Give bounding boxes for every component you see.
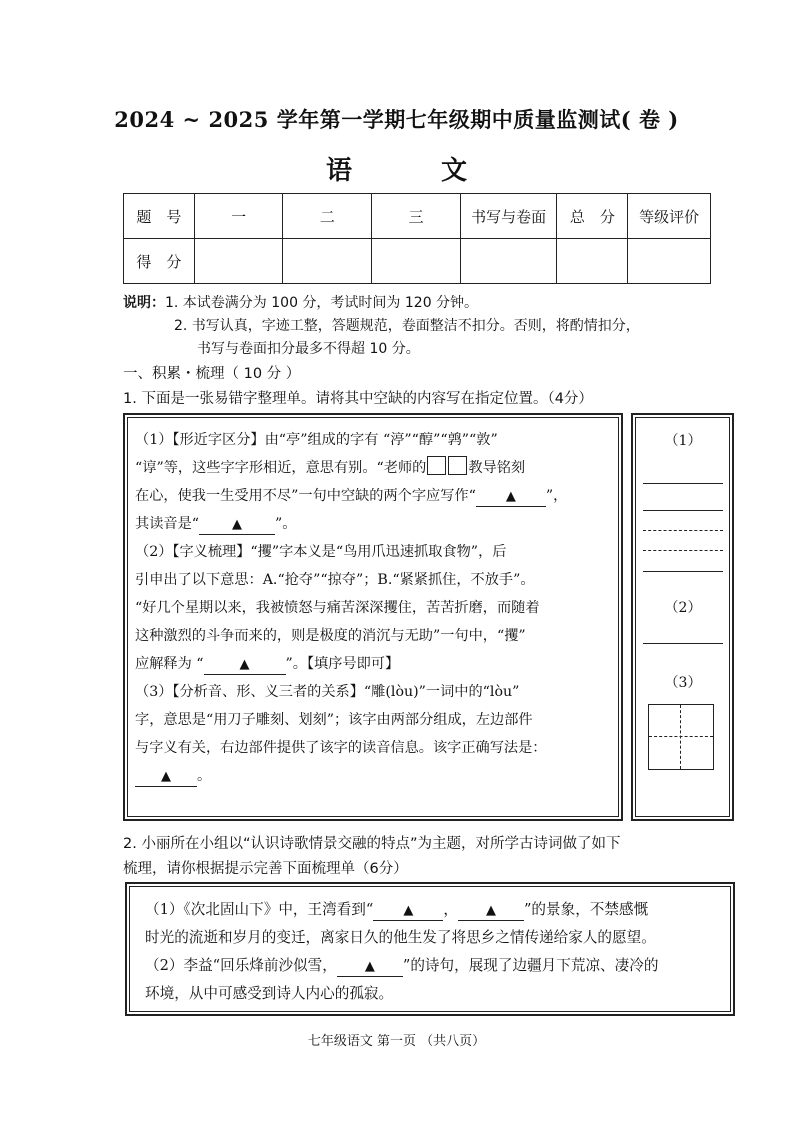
q1-p1-line-b-tail: 教导铭刻	[468, 460, 526, 476]
q1-p1-line-c-text: 在心，使我一生受用不尽”一句中空缺的两个字应写作“	[135, 488, 476, 504]
cell-grade: 等级评价	[628, 194, 711, 239]
q1-p3-line-d-tail: 。	[197, 768, 212, 784]
q1-p2-line-e-tail: ”。【填序号即可】	[285, 656, 400, 672]
blank-triangle-marker: ▲	[232, 517, 243, 532]
question-2-prompt-line-b: 梳理，请你根据提示完善下面梳理单（6分）	[123, 861, 408, 877]
q1-p1-line-b	[135, 454, 615, 482]
section-1-heading: 一、积累・梳理（ 10 分 ）	[123, 366, 301, 382]
q2-p1-comma: ，	[443, 901, 458, 918]
q2-p2-line-a-tail: ”的诗句，展现了边疆月下荒凉、凄冷的	[402, 957, 659, 974]
writing-grid-horizontal-guide	[649, 736, 713, 737]
blank-square-1[interactable]	[427, 456, 446, 475]
q1-p2-line-e	[135, 650, 615, 678]
answer-blank-3[interactable]	[204, 655, 286, 675]
q1-p3-line-d	[135, 762, 615, 790]
instructions-item-2b: 书写与卷面扣分最多不得超 10 分。	[197, 341, 420, 357]
score-table-score-row	[124, 239, 711, 284]
answer-blank-2[interactable]	[199, 515, 275, 535]
exam-title: 2024 ~ 2025 学年第一学期七年级期中质量监测试( 卷 )	[114, 107, 679, 132]
q1-p2-line-c: “好几个星期以来，我被愤怒与痛苦深深攫住，苦苦折磨，而随着	[135, 600, 540, 616]
answer-blank-6[interactable]	[458, 901, 524, 921]
q1-p1-line-c-tail: ”，	[545, 488, 568, 504]
q2-p2-line-a-text: （2）李益“回乐烽前沙似雪，	[145, 957, 337, 974]
instructions-item-1: 1. 本试卷满分为 100 分，考试时间为 120 分钟。	[165, 295, 479, 311]
answer-line-1b[interactable]	[643, 510, 723, 511]
q2-p2-line-a	[145, 952, 725, 980]
answer-blank-4[interactable]	[135, 767, 197, 787]
cell-handwriting: 书写与卷面	[460, 194, 557, 239]
cell-score-label: 得 分	[124, 239, 195, 284]
q2-p2-line-b: 环境，从中可感受到诗人内心的孤寂。	[145, 985, 394, 1002]
q1-p2-line-e-text: 应解释为 “	[135, 656, 204, 672]
blank-triangle-marker: ▲	[505, 489, 516, 504]
q2-p1-line-b: 时光的流逝和岁月的变迁，离家日久的他生发了将思乡之情传递给家人的愿望。	[145, 929, 656, 946]
score-grade[interactable]	[628, 239, 711, 284]
score-total[interactable]	[557, 239, 628, 284]
answer-dashed-2	[643, 550, 723, 551]
instructions-lead: 说明：	[123, 295, 165, 311]
answer-label-2: （2）	[664, 600, 702, 616]
cell-part-2: 二	[283, 194, 372, 239]
q2-p1-line-a-tail: ”的景象，不禁感慨	[523, 901, 649, 918]
cell-part-1: 一	[194, 194, 283, 239]
subject-title: 语 文	[325, 156, 508, 186]
answer-dashed-1	[643, 530, 723, 531]
q1-p1-line-d-tail: ”。	[275, 516, 297, 532]
q1-p2-line-a: （2）【字义梳理】“攫”字本义是“鸟用爪迅速抓取食物”，后	[135, 544, 507, 560]
q1-p1-line-a: （1）【形近字区分】由“亭”组成的字有 “渟”“醇”“鹑”“敦”	[135, 432, 498, 448]
question-1-prompt: 1. 下面是一张易错字整理单。请将其中空缺的内容写在指定位置。（4分）	[123, 391, 593, 407]
q1-p1-line-b-text: “谆”等，这些字字形相近，意思有别。“老师的	[135, 460, 427, 476]
answer-blank-1[interactable]	[476, 487, 546, 507]
cell-part-3: 三	[372, 194, 461, 239]
answer-label-3: （3）	[664, 675, 702, 691]
answer-line-2[interactable]	[643, 643, 723, 644]
answer-line-1a[interactable]	[643, 483, 723, 484]
score-part-3[interactable]	[372, 239, 461, 284]
q2-p1-line-a	[145, 896, 725, 924]
q1-p1-line-d-text: 其读音是“	[135, 516, 200, 532]
page-footer: 七年级语文 第一页 （共八页）	[307, 1034, 486, 1049]
blank-triangle-marker: ▲	[364, 959, 375, 974]
instructions-item-2a: 2. 书写认真，字迹工整，答题规范，卷面整洁不扣分。否则，将酌情扣分，	[174, 318, 640, 334]
q1-p1-line-c	[135, 482, 615, 510]
blank-triangle-marker: ▲	[239, 657, 250, 672]
q1-p1-line-d	[135, 510, 615, 538]
writing-grid-vertical-guide	[680, 705, 681, 769]
question-2-content	[145, 896, 725, 1008]
q1-p2-line-d: 这种激烈的斗争而来的，则是极度的消沉与无助”一句中，“攫”	[135, 628, 526, 644]
score-part-1[interactable]	[194, 239, 283, 284]
q2-p1-line-a-text: （1）《次北固山下》中，王湾看到“	[145, 901, 374, 918]
q1-p2-line-b: 引申出了以下意思：A.“抢夺”“掠夺”；B.“紧紧抓住，不放手”。	[135, 572, 535, 588]
answer-label-1: （1）	[664, 433, 702, 449]
score-part-2[interactable]	[283, 239, 372, 284]
blank-triangle-marker: ▲	[485, 903, 496, 918]
score-table	[123, 193, 711, 284]
instructions-line-1	[123, 292, 478, 312]
answer-line-1c[interactable]	[643, 571, 723, 572]
q1-p3-line-c: 与字义有关，右边部件提供了该字的读音信息。该字正确写法是：	[135, 740, 547, 756]
score-handwriting[interactable]	[460, 239, 557, 284]
blank-triangle-marker: ▲	[161, 769, 171, 784]
score-table-header-row	[124, 194, 711, 239]
question-2-prompt-line-a: 2. 小丽所在小组以“认识诗歌情景交融的特点”为主题，对所学古诗词做了如下	[123, 836, 621, 852]
writing-grid-box[interactable]	[648, 704, 714, 770]
cell-question-number-label: 题 号	[124, 194, 195, 239]
answer-blank-7[interactable]	[337, 957, 403, 977]
cell-total: 总 分	[557, 194, 628, 239]
q1-p3-line-b: 字，意思是“用刀子雕刻、划刻”；该字由两部分组成，左边部件	[135, 712, 533, 728]
answer-blank-5[interactable]	[373, 901, 443, 921]
blank-square-2[interactable]	[448, 456, 467, 475]
q1-p3-line-a: （3）【分析音、形、义三者的关系】“雕(lòu)”一词中的“lòu”	[135, 684, 520, 700]
question-1-content	[135, 426, 615, 790]
blank-triangle-marker: ▲	[403, 903, 414, 918]
